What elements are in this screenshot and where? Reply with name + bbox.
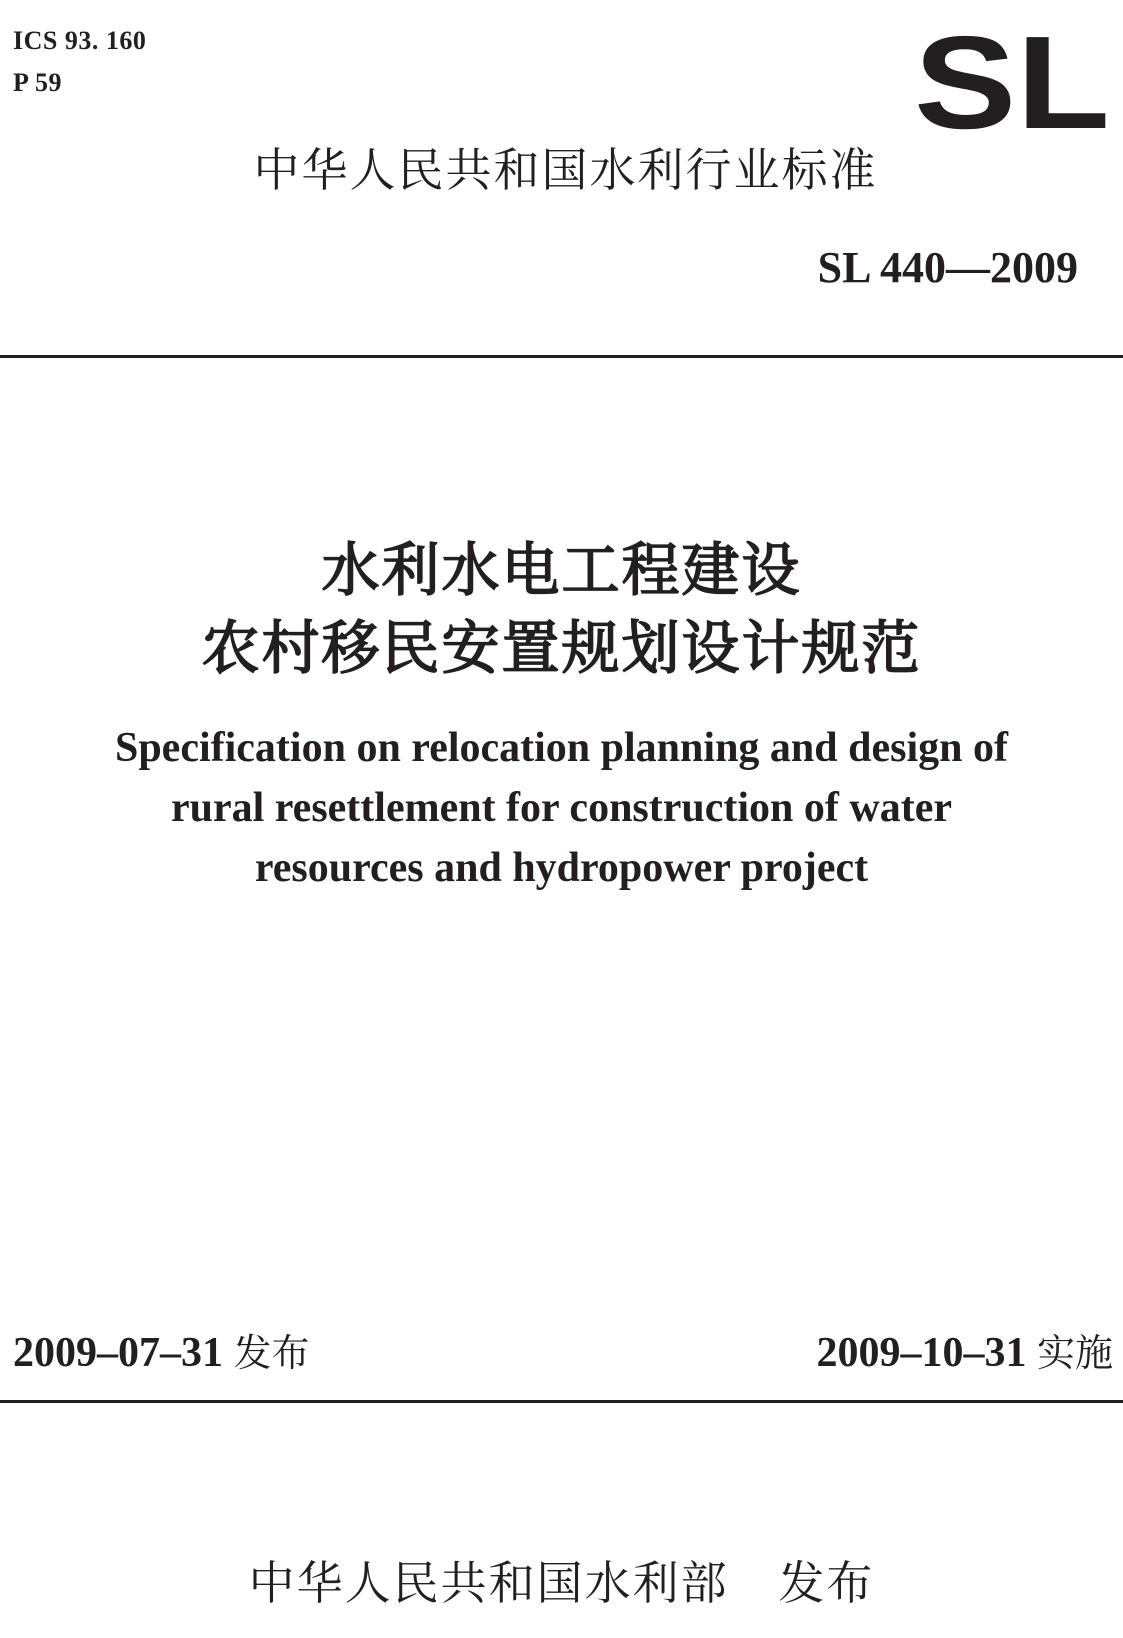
standard-number: SL 440—2009: [817, 243, 1078, 292]
english-title-line-3: resources and hydropower project: [254, 845, 869, 891]
issue-date: 2009–07–31: [13, 1330, 223, 1376]
issue-label: 发布: [233, 1331, 310, 1375]
sl-logo-text: SL: [914, 28, 1110, 132]
implementation-date: 2009–10–31: [816, 1330, 1027, 1376]
publisher-line: 中华人民共和国水利部 发布: [248, 1556, 875, 1610]
bottom-divider: [0, 1400, 1123, 1403]
implementation-label: 实施: [1036, 1331, 1113, 1375]
issue-date-line: [13, 1328, 310, 1378]
english-title-line-2: rural resettlement for construction of water: [170, 785, 953, 831]
ics-code: ICS 93. 160: [13, 26, 147, 55]
top-divider: [0, 355, 1123, 358]
category-code: P 59: [13, 68, 62, 97]
implementation-date-line: [816, 1328, 1113, 1378]
industry-standard-title: 中华人民共和国水利行业标准: [253, 143, 878, 197]
chinese-title-line-1: 水利水电工程建设: [321, 536, 802, 604]
english-title-line-1: Specification on relocation planning and design of: [114, 725, 1009, 771]
sl-logo: [912, 28, 1112, 132]
chinese-title-line-2: 农村移民安置规划设计规范: [201, 614, 922, 682]
